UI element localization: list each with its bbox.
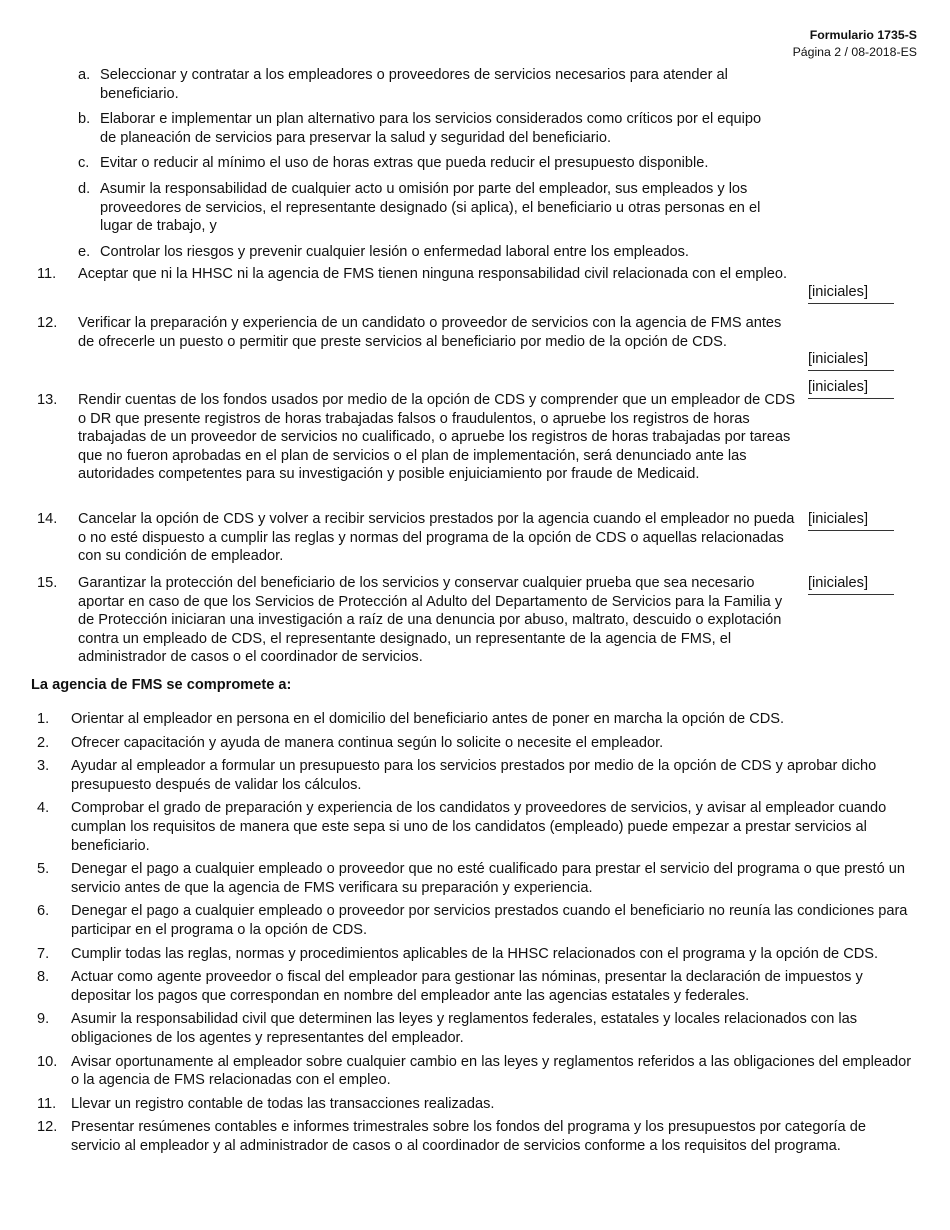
list-item: [37, 968, 917, 1005]
item-number: 7.: [37, 945, 50, 962]
employer-item-15: [37, 574, 917, 667]
item-text: Ofrecer capacitación y ayuda de manera continua según lo solicite o necesite el empleador.: [71, 734, 664, 751]
sub-item-text: Evitar o reducir al mínimo el uso de horas extras que pueda reducir el presupuesto disponible.: [100, 155, 709, 172]
item-number: 9.: [37, 1011, 50, 1028]
list-item: [37, 860, 917, 897]
item-text: Aceptar que ni la HHSC ni la agencia de FMS tienen ninguna responsabilidad civil relacionada con el empleo.: [78, 266, 788, 282]
item-text: Llevar un registro contable de todas las transacciones realizadas.: [71, 1095, 495, 1112]
item-number: 14.: [37, 511, 58, 527]
item-number: 11.: [37, 266, 57, 282]
item-number: 10.: [37, 1053, 58, 1070]
section-title: La agencia de FMS se compromete a:: [31, 677, 292, 693]
item-number: 6.: [37, 903, 50, 920]
item-number: 13.: [37, 392, 58, 408]
list-item: [37, 1010, 917, 1047]
page-header: [793, 27, 917, 61]
employer-item-12: [37, 314, 917, 351]
list-item: [37, 799, 917, 855]
item-text: Cancelar la opción de CDS y volver a recibir servicios prestados por la agencia cuando el empleador no pueda o no esté dispuesto a cumplir las reglas y normas del programa de la opción de CDS o aquellas relacionadas con su condición de empleador.: [78, 511, 795, 565]
initials-field[interactable]: [iniciales]: [808, 510, 894, 531]
form-number: Formulario 1735-S: [809, 28, 917, 42]
list-item: [37, 1095, 917, 1114]
item-text: Verificar la preparación y experiencia de un candidato o proveedor de servicios con la agencia de FMS antes de ofrecerle un puesto o permitir que preste servicios al beneficiario por medio de la opción de CDS.: [78, 315, 782, 350]
item-text: Actuar como agente proveedor o fiscal del empleador para gestionar las nóminas, presentar la declaración de impuestos y depositar los pagos que correspondan en nombre del empleador ante las agencias estatales y federales.: [71, 969, 863, 1004]
sub-item-list: [78, 66, 778, 268]
sub-item: [78, 154, 778, 173]
sub-item: [78, 180, 778, 236]
sub-item: [78, 243, 778, 262]
item-text: Garantizar la protección del beneficiario de los servicios y conservar cualquier prueba que sea necesario aportar en caso de que los Servicios de Protección al Adulto del Departamento de Servicios para la Familia y de Protección iniciaran una investigación a raíz de una denuncia por abuso, maltrato, descuido o explotación contra un empleado de CDS, el representante designado, un representante de la agencia de FMS, el administrador de casos o el coordinador de servicios.: [78, 575, 783, 666]
initials-field[interactable]: [iniciales]: [808, 283, 894, 304]
list-item: [37, 902, 917, 939]
item-text: Denegar el pago a cualquier empleado o proveedor por servicios prestados cuando el beneficiario no reunía las condiciones para participar en el programa o la opción de CDS.: [71, 903, 908, 938]
sub-item-text: Controlar los riesgos y prevenir cualquier lesión o enfermedad laboral entre los empleados.: [100, 243, 689, 260]
list-item: [37, 1118, 917, 1155]
sub-item-text: Elaborar e implementar un plan alternativo para los servicios considerados como críticos por el equipo de planeación de servicios para preservar la salud y seguridad del beneficiario.: [100, 111, 762, 146]
fms-item-list: [37, 710, 917, 1160]
employer-item-13: [37, 391, 917, 484]
item-number: 12.: [37, 315, 58, 331]
initials-field[interactable]: [iniciales]: [808, 574, 894, 595]
sub-item-label: b.: [78, 111, 91, 128]
sub-item-text: Asumir la responsabilidad de cualquier acto u omisión por parte del empleador, sus empleados y los proveedores de servicios, el representante designado (si aplica), el beneficiario u otras personas en el lugar de trabajo, y: [100, 180, 761, 235]
item-number: 1.: [37, 711, 50, 727]
sub-item-text: Seleccionar y contratar a los empleadores o proveedores de servicios necesarios para atender al beneficiario.: [100, 67, 728, 102]
item-number: 3.: [37, 758, 50, 775]
initials-field[interactable]: [iniciales]: [808, 378, 894, 399]
initials-field[interactable]: [iniciales]: [808, 350, 894, 371]
item-text: Cumplir todas las reglas, normas y procedimientos aplicables de la HHSC relacionados con el programa y la opción de CDS.: [71, 945, 879, 962]
item-number: 5.: [37, 861, 50, 878]
page-number: Página 2 / 08-2018-ES: [792, 45, 917, 59]
sub-item-label: e.: [78, 243, 91, 260]
item-text: Orientar al empleador en persona en el domicilio del beneficiario antes de poner en marcha la opción de CDS.: [71, 711, 785, 727]
list-item: [37, 757, 917, 794]
item-text: Asumir la responsabilidad civil que determinen las leyes y reglamentos federales, estatales y locales relacionados con las obligaciones de los agentes y representantes del empleador.: [71, 1011, 858, 1046]
list-item: [37, 1053, 917, 1090]
list-item: [37, 710, 917, 729]
list-item: [37, 945, 917, 964]
sub-item: [78, 66, 778, 103]
item-number: 11.: [37, 1095, 57, 1112]
item-number: 12.: [37, 1119, 58, 1136]
item-text: Avisar oportunamente al empleador sobre cualquier cambio en las leyes y reglamentos referidos a las obligaciones del empleador o la agencia de FMS relacionadas con el empleo.: [71, 1053, 912, 1089]
employer-item-11: [37, 265, 917, 284]
item-text: Ayudar al empleador a formular un presupuesto para los servicios prestados por medio de la opción de CDS y aprobar dicho presupuesto después de validar los cálculos.: [71, 758, 877, 793]
item-text: Rendir cuentas de los fondos usados por medio de la opción de CDS y comprender que un empleador de CDS o DR que presente registros de horas trabajadas falsos o fraudulentos, o apruebe los registros de horas trabajadas de un proveedor de servicios no cualificado, o apruebe los registros de horas trabajadas por tareas que no fueron aprobadas en el plan de servicios o el plan de implementación, será denunciado ante las autoridades competentes para su investigación y posible enjuiciamiento por fraude de Medicaid.: [78, 392, 796, 483]
employer-item-14: [37, 510, 917, 566]
item-text: Denegar el pago a cualquier empleado o proveedor que no esté cualificado para prestar el servicio del programa o que prestó un servicio antes de que la agencia de FMS verificara su preparación y experiencia.: [71, 861, 905, 896]
sub-item: [78, 110, 778, 147]
sub-item-label: a.: [78, 67, 91, 83]
item-text: Presentar resúmenes contables e informes trimestrales sobre los fondos del programa y los presupuestos por categoría de servicio al empleador y al administrador de casos o al coordinador de servicios conforme a los requisitos del programa.: [71, 1119, 866, 1154]
sub-item-label: c.: [78, 155, 90, 172]
item-number: 2.: [37, 734, 50, 751]
item-number: 15.: [37, 575, 58, 591]
item-number: 4.: [37, 800, 50, 817]
list-item: [37, 734, 917, 753]
item-number: 8.: [37, 969, 50, 986]
item-text: Comprobar el grado de preparación y experiencia de los candidatos y proveedores de servicios, y avisar al empleador cuando cumplan los requisitos de manera que este sepa si uno de los candidatos (empleado) puede empezar a prestar servicios al beneficiario.: [71, 800, 887, 854]
sub-item-label: d.: [78, 180, 91, 197]
